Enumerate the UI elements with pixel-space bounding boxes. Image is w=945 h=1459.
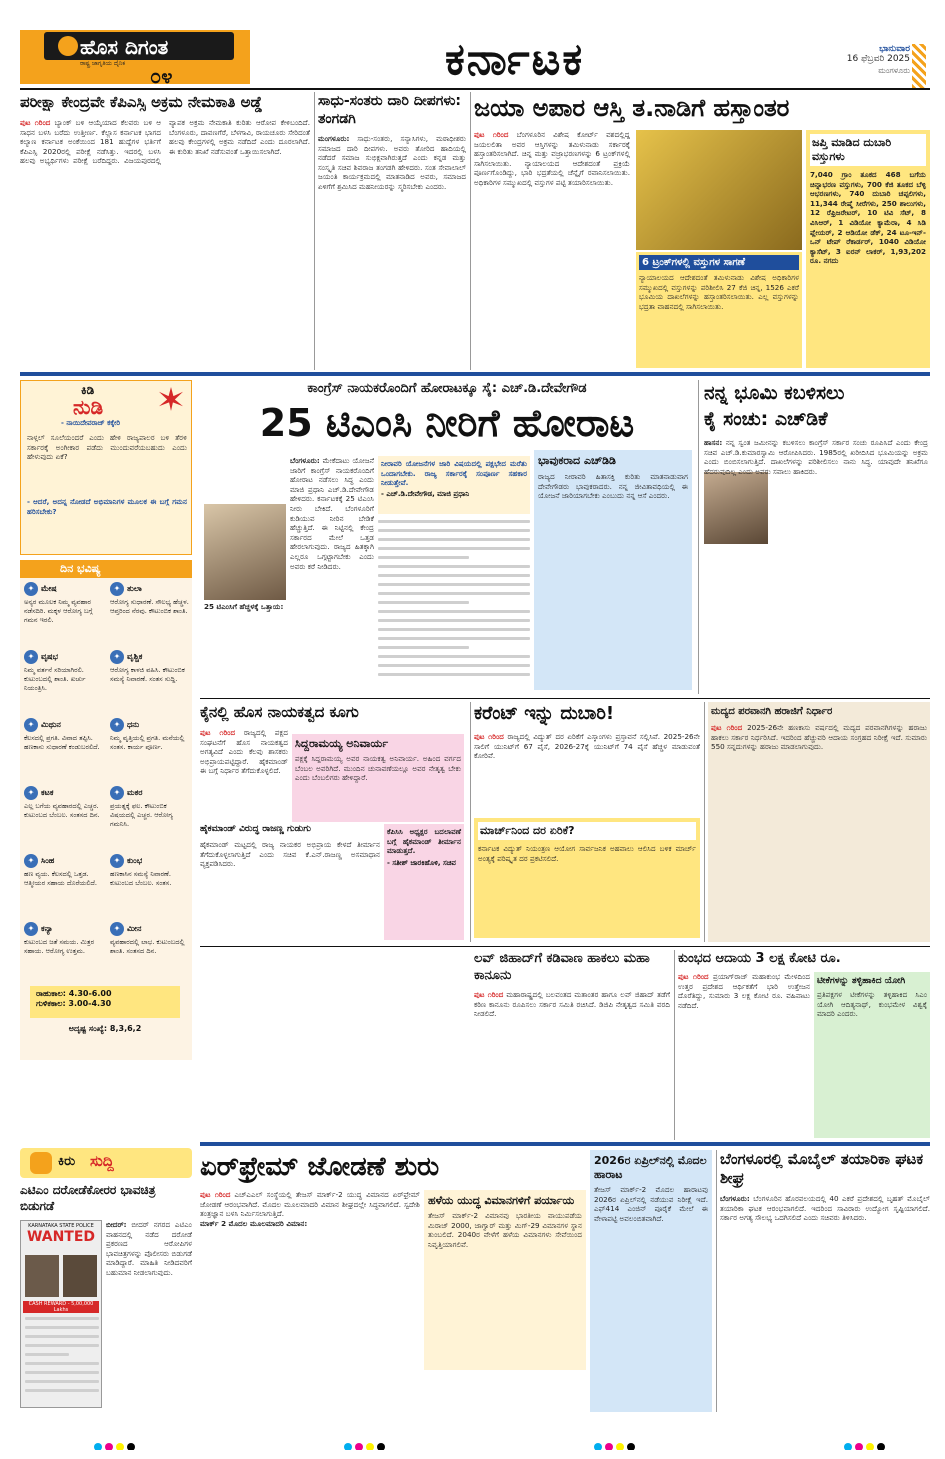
poster-reward: CASH REWARD - 5,00,000 Lakhs [23, 1301, 99, 1313]
airframe-subhead: ಮಾರ್ಕ್‌ 2 ಮೊದಲ ಮೂಲಮಾದರಿ ವಿಮಾನ: [200, 1218, 308, 1228]
section-title: ಕರ್ನಾಟಕ [445, 34, 585, 85]
poster-details [25, 1317, 99, 1405]
devegowda-body-col2 [204, 602, 286, 692]
suspect-photo-2 [63, 1255, 97, 1297]
poster-wanted: WANTED [26, 1229, 96, 1245]
liquor-body-text: 2025-26ನೇ ಹಣಕಾಸು ವರ್ಷದಲ್ಲಿ ಮದ್ಯದ ಪರವಾನಗಿಗಳನ್ನು ಹರಾಜು ಹಾಕಲು ಸರ್ಕಾರ ನಿರ್ಧರಿಸಿದೆ. ಇದರಿಂದ ಹೆಚ್ಚುವರಿ ಆದಾಯ ಸಂಗ್ರಹದ ನಿರೀಕ್ಷೆ ಇದೆ. ಸುಮಾರು 550 ಸನ್ನದುಗಳನ್ನು ಹರಾಜು ಮಾಡಲಾಗುವುದು. [711, 723, 927, 752]
kpsc-body-text: ಬ್ಯಾಂಕ್ ಬಳಿ ಆಯ್ಕೆಯಾದ ಕೆಲವರು ಬಳಿ ಆ ಸಾಧನ ಬಳಸಿ ಬರೆದು ಉತ್ತೀರ್ಣ. ಕೆಲ್ಲಾಸ ಕರ್ನಾಟಕ ಭಾಗದ ಕಲ್ಯಾಣ ಕರ್ನಾಟಕ ಅಂಕೆಯಿಂದ 181 ಹುದ್ದೆಗಳ ಭರ್ತಿಗೆ ಕೆಪಿಎಸ್ಸಿ 2020ರಲ್ಲಿ ಪರೀಕ್ಷೆ ನಡೆಸಿತ್ತು. ಇದರಲ್ಲಿ ಬಳಸಿ ಹಲವು ಅಭ್ಯರ್ಥಿಗಳು ಪರೀಕ್ಷೆ ಬರೆದಿದ್ದರು. ವಿಜಯಪುರದಲ್ಲಿ ವ್ಯಾಪಕ ಅಕ್ರಮ ನೇಮಕಾತಿ ಕುರಿತು ಆರೋಪ ಕೇಳಿಬಂದಿದೆ. ಬೆಂಗಳೂರು, ದಾವಣಗೆರೆ, ಬೆಳಗಾವಿ, ರಾಯಚೂರು ಸೇರಿದಂತೆ ಹಲವು ಕೇಂದ್ರಗಳಲ್ಲಿ ಅಕ್ರಮ ನಡೆದಿದೆ ಎಂದು ದೂರಲಾಗಿದೆ. ಈ ಕುರಿತು ತನಿಖೆ ನಡೆಸುವಂತೆ ಒತ್ತಾಯಿಸಲಾಗಿದೆ. [20, 118, 310, 166]
text-line [378, 556, 469, 559]
logo-emblem-icon [58, 36, 78, 56]
col-divider [698, 380, 699, 694]
text-line [378, 547, 530, 550]
jarkiholi-quote: ಕೆಪಿಸಿಸಿ ಅಧ್ಯಕ್ಷರ ಬದಲಾವಣೆ ಬಗ್ಗೆ ಹೈಕಮಾಂಡ್ ತೀರ್ಮಾನ ಮಾಡುತ್ತದೆ. [387, 827, 461, 856]
devegowda-headline: 25 ಟಿಎಂಸಿ ನೀರಿಗೆ ಹೋರಾಟ [259, 401, 635, 445]
article-jaya [474, 92, 930, 370]
mobile-body-text: ಬೆಂಗಳೂರಿನ ಹೊರವಲಯದಲ್ಲಿ 40 ಎಕರೆ ಪ್ರದೇಶದಲ್ಲಿ ಬೃಹತ್ ಮೊಬೈಲ್ ತಯಾರಿಕಾ ಘಟಕ ಆರಂಭವಾಗಲಿದೆ. ಇದರಿಂದ ಸಾವಿರಾರು ಉದ್ಯೋಗ ಸೃಷ್ಟಿಯಾಗಲಿದೆ. ಸರ್ಕಾರ ಅಗತ್ಯ ಸೌಲಭ್ಯ ಒದಗಿಸಲಿದೆ ಎಂದು ಸಚಿವರು ತಿಳಿಸಿದರು. [720, 1194, 930, 1223]
kidi-quote: - ಆದರೆ, ಅದನ್ನ ನೋಡದೆ ಅಭಿಮಾನಿಗಳ ಮೂಲಕ ಈ ಬಗ್ಗೆ ಗಮನ ಹರಿಸಬೇಕು? [27, 497, 187, 516]
masthead-rule [20, 88, 930, 90]
jaya-body-text: ಬೆಂಗಳೂರಿನ ವಿಶೇಷ ಕೋರ್ಟ್ ವಶದಲ್ಲಿದ್ದ ಜಯಲಲಿತಾ ಅವರ ಆಸ್ತಿಗಳನ್ನು ತಮಿಳುನಾಡು ಸರ್ಕಾರಕ್ಕೆ ಹಸ್ತಾಂತರಿಸಲಾಗಿದೆ. ಚಿನ್ನ ಮತ್ತು ವಜ್ರಾಭರಣಗಳನ್ನು 6 ಟ್ರಂಕ್‌ಗಳಲ್ಲಿ ಸಾಗಿಸಲಾಯಿತು. ನ್ಯಾಯಾಲಯದ ಆದೇಶದಂತೆ ಪ್ರಕ್ರಿಯೆ ಪೂರ್ಣಗೊಂಡಿದ್ದು, ಭಾರಿ ಭದ್ರತೆಯಲ್ಲಿ ಚೆನ್ನೈಗೆ ರವಾನಿಸಲಾಯಿತು. ಅಧಿಕಾರಿಗಳ ಸಮ್ಮುಖದಲ್ಲಿ ವಸ್ತುಗಳ ಪಟ್ಟಿ ತಯಾರಿಸಲಾಯಿತು. [474, 130, 630, 187]
horoscope-sign [110, 718, 192, 794]
sign-text: ಹಣ ವ್ಯಯ. ಕೆಲಸದಲ್ಲಿ ಒತ್ತಡ. ಆತ್ಮೀಯರ ಸಹಾಯ ದೊರೆಯಲಿದೆ. [24, 870, 97, 887]
seized-box-body: 7,040 ಗ್ರಾಂ ತೂಕದ 468 ಬಗೆಯ ಚಿನ್ನಾಭರಣ ವಸ್ತುಗಳು, 700 ಕೆಜಿ ತೂಕದ ಬೆಳ್ಳಿ ಆಭರಣಗಳು, 740 ದುಬಾರಿ ಚಪ್ಪಲಿಗಳು, 11,344 ರೇಷ್ಮೆ ಸೀರೆಗಳು, 250 ಶಾಲುಗಳು, 12 ರೆಫ್ರಿಜರೇಟರ್, 10 ಟಿವಿ ಸೆಟ್, 8 ವಿಸಿಆರ್, 1 ವಿಡಿಯೋ ಕ್ಯಾಮೆರಾ, 4 ಸಿಡಿ ಪ್ಲೇಯರ್, 2 ಆಡಿಯೋ ಡೆಕ್, 24 ಟೂ-ಇನ್-ಒನ್ ಟೇಪ್ ರೆಕಾರ್ಡರ್, 1040 ವಿಡಿಯೋ ಕ್ಯಾಸೆಟ್, 3 ಐರನ್ ಲಾಕರ್, 1,93,202 ರೂ. ನಗದು [810, 170, 926, 266]
text-line [378, 610, 530, 613]
article-devegowda [200, 380, 694, 694]
lovejihad-headline: ಲವ್ ಜಿಹಾದ್‌ಗೆ ಕಡಿವಾಣ ಹಾಕಲು ಮಹಾ ಕಾನೂನು [474, 951, 650, 983]
trunk-box-title: 6 ಟ್ರಂಕ್‌ಗಳಲ್ಲಿ ವಸ್ತುಗಳ ಸಾಗಣೆ [639, 255, 799, 270]
siddaramaiah-box [292, 734, 464, 822]
article-liquor [708, 702, 930, 942]
horoscope-sign [24, 854, 108, 930]
text-line [378, 574, 530, 577]
lucky-number: ಅದೃಷ್ಟ ಸಂಖ್ಯೆ: 8,3,6,2 [68, 1024, 142, 1033]
sign-text: ಅನ್ಯರ ಮೂಲಕ ನಿಮ್ಮ ವ್ಯವಹಾರ ನಡೆಸದಿರಿ. ಮಕ್ಕಳ ಆರೋಗ್ಯ ಬಗ್ಗೆ ಗಮನ ಇರಲಿ. [24, 598, 93, 624]
kpsc-headline: ಪರೀಕ್ಷಾ ಕೇಂದ್ರವೇ ಕೆಪಿಎಸ್ಸಿ ಅಕ್ರಮ ನೇಮಕಾತಿ ಅಡ್ಡೆ [20, 93, 263, 111]
zodiac-icon: ✦ [24, 854, 38, 868]
lovejihad-body-text: ಮಹಾರಾಷ್ಟ್ರದಲ್ಲಿ ಬಲವಂತದ ಮತಾಂತರ ಹಾಗೂ ಲವ್ ಜಿಹಾದ್ ತಡೆಗೆ ಕಠಿಣ ಕಾನೂನು ರೂಪಿಸಲು ಸರ್ಕಾರ ಸಮಿತಿ ರಚಿಸಿದೆ. ಡಿಜಿಪಿ ನೇತೃತ್ವದ ಸಮಿತಿ ವರದಿ ನೀಡಲಿದೆ. [474, 990, 670, 1019]
col-divider [674, 950, 675, 1140]
horoscope-sign [24, 786, 108, 862]
current-body [474, 732, 700, 816]
kiru-title: ಕಿರು [58, 1154, 76, 1169]
kiru-title-2: ಸುದ್ದಿ [90, 1152, 114, 1170]
article-kpsc [20, 92, 310, 370]
rajanna-body: ಹೈಕಮಾಂಡ್ ಮಟ್ಟದಲ್ಲಿ ರಾಜ್ಯ ನಾಯಕರ ಅಭಿಪ್ರಾಯ ಕೇಳದೆ ತೀರ್ಮಾನ ತೆಗೆದುಕೊಳ್ಳಲಾಗುತ್ತಿದೆ ಎಂದು ಸಚಿವ ಕೆ.ಎನ್.ರಾಜಣ್ಣ ಅಸಮಾಧಾನ ವ್ಯಕ್ತಪಡಿಸಿದರು. [200, 840, 380, 869]
sign-text: ವ್ಯವಹಾರದಲ್ಲಿ ಲಾಭ. ಕುಟುಂಬದಲ್ಲಿ ಶಾಂತಿ. ಸಂತಸದ ದಿನ. [110, 938, 185, 955]
logo-text: ಹೊಸ ದಿಗಂತ [80, 35, 169, 59]
kumbh-headline: ಕುಂಭದ ಆದಾಯ 3 ಲಕ್ಷ ಕೋಟಿ ರೂ. [678, 951, 841, 966]
article-lovejihad [474, 950, 670, 1140]
text-line [378, 637, 530, 640]
sadhu-headline: ಸಾಧು-ಸಂತರು ದಾರಿ ದೀಪಗಳು: ತಂಗಡಗಿ [318, 93, 461, 127]
hdd-emotional-title: ಭಾವುಕರಾದ ಎಚ್‌ಡಿಡಿ [538, 454, 616, 467]
sign-name: ಮಕರ [127, 788, 143, 797]
horoscope-sign [24, 650, 108, 726]
sign-text: ಆರೋಗ್ಯ ಕಾಳಜಿ ವಹಿಸಿ. ಕೌಟುಂಬಿಕ ಸಮಸ್ಯೆ ನಿವಾರಣೆ. ಸಂತಸ ಸುದ್ದಿ. [110, 666, 185, 683]
kiru-body [106, 1220, 192, 1408]
zodiac-icon: ✦ [24, 718, 38, 732]
leadership-lead: ಪುಟ ೧ರಿಂದ [200, 728, 236, 737]
zodiac-icon: ✦ [24, 922, 38, 936]
jarkiholi-author: - ಸತೀಶ್ ಜಾರಕಿಹೊಳಿ, ಸಚಿವ [387, 858, 456, 867]
zodiac-icon: ✦ [24, 650, 38, 664]
mobile-body [720, 1194, 930, 1408]
kumbh-lead: ಪುಟ ೧ರಿಂದ [678, 972, 709, 981]
yogi-title: ಟೀಕೆಗಳನ್ನು ತಳ್ಳಿಹಾಕಿದ ಯೋಗಿ [817, 976, 906, 986]
hdk-headline-1: ನನ್ನ ಭೂಮಿ ಕಬಳಿಸಲು [704, 382, 845, 404]
kumbh-body-text: ಪ್ರಯಾಗ್‌ರಾಜ್ ಮಹಾಕುಂಭ ಮೇಳದಿಂದ ಉತ್ತರ ಪ್ರದೇಶದ ಆರ್ಥಿಕತೆಗೆ ಭಾರಿ ಉತ್ತೇಜನ ದೊರೆತಿದ್ದು, ಸುಮಾರು 3 ಲಕ್ಷ ಕೋಟಿ ರೂ. ವಹಿವಾಟು ನಡೆದಿದೆ. [678, 972, 810, 1010]
zodiac-icon: ✦ [110, 854, 124, 868]
liquor-headline: ಮದ್ಯದ ಪರವಾನಗಿ ಹರಾಜಿಗೆ ನಿರ್ಧಾರ [711, 706, 833, 717]
march-title: ಮಾರ್ಚ್‌ನಿಂದ ದರ ಏರಿಕೆ? [478, 822, 696, 840]
sadhu-lead: ಮಂಗಳೂರು: [318, 134, 350, 143]
horoscope-sign [110, 854, 192, 930]
text-line [25, 1353, 69, 1356]
jarkiholi-quote-box [384, 824, 464, 940]
current-lead: ಪುಟ ೧ರಿಂದ [474, 732, 504, 741]
first-flight-body: ತೇಜಸ್ ಮಾರ್ಕ್-2 ಮೊದಲ ಹಾರಾಟವು 2026ರ ಏಪ್ರಿಲ್‌ನಲ್ಲಿ ನಡೆಯುವ ನಿರೀಕ್ಷೆ ಇದೆ. ಎಫ್414 ಎಂಜಿನ್ ಪೂರೈಕೆ ಮೇಲೆ ಈ ವೇಳಾಪಟ್ಟಿ ಅವಲಂಬಿತವಾಗಿದೆ. [594, 1185, 708, 1223]
hdd-emotional-box [534, 450, 692, 690]
horoscope-sign [110, 650, 192, 726]
hdd-emotional-body: ರಾಜ್ಯದ ನೀರಾವರಿ ಹಿತಾಸಕ್ತಿ ಕುರಿತು ಮಾತನಾಡುವಾಗ ದೇವೇಗೌಡರು ಭಾವುಕರಾದರು. ನನ್ನ ಜೀವಿತಾವಧಿಯಲ್ಲಿ ಈ ಯೋಜನೆ ಜಾರಿಯಾಗಬೇಕು ಎಂಬುದು ನನ್ನ ಆಸೆ ಎಂದರು. [538, 472, 688, 501]
text-line [378, 664, 530, 667]
date-block [800, 44, 910, 88]
text-line [378, 655, 530, 658]
zodiac-icon: ✦ [110, 786, 124, 800]
article-mobile [720, 1150, 930, 1412]
jaya-lead: ಪುಟ ೧ರಿಂದ [474, 130, 509, 139]
devegowda-quote: ನೀರಾವರಿ ಯೋಜನೆಗಳ ಜಾರಿ ವಿಷಯದಲ್ಲಿ ಪಕ್ಷಭೇದ ಮರೆತು ಒಂದಾಗಬೇಕು. ರಾಜ್ಯ ಸರ್ಕಾರಕ್ಕೆ ಸಂಪೂರ್ಣ ಸಹಕಾರ ನೀಡುತ್ತೇವೆ. [381, 459, 527, 488]
col-divider [704, 702, 705, 942]
text-line [378, 520, 530, 523]
zodiac-icon: ✦ [110, 718, 124, 732]
horoscope-sign [24, 582, 108, 658]
zodiac-icon: ✦ [110, 582, 124, 596]
col-divider [716, 1150, 717, 1412]
kpsc-lead: ಪುಟ ೧ರಿಂದ [20, 118, 51, 127]
text-line [25, 1326, 99, 1329]
zodiac-icon: ✦ [24, 786, 38, 800]
text-line [25, 1389, 99, 1392]
devegowda-lead: ಬೆಂಗಳೂರು: [290, 456, 320, 465]
sign-name: ಕುಂಭ [127, 856, 143, 865]
leadership-body [200, 728, 288, 808]
liquor-lead: ಪುಟ ೧ರಿಂದ [711, 723, 743, 732]
kidi-author: - ನಾಯಿದೇವರಾಜ್ ಕಕ್ಕೇರಿ [61, 419, 121, 427]
devegowda-photo [204, 504, 286, 600]
text-line [378, 619, 530, 622]
row-rule-2 [200, 698, 930, 699]
text-line [25, 1317, 99, 1320]
text-line [378, 529, 530, 532]
kumbh-body [678, 972, 810, 1138]
sign-text: ಎಲ್ಲ ಬಗೆಯ ವ್ಯವಹಾರದಲ್ಲಿ ಎಚ್ಚರ. ಕುಟುಂಬದ ಬೆಂಬಲ. ಸಂತಸದ ದಿನ. [24, 802, 100, 819]
horoscope-sign [110, 786, 192, 862]
current-body-text: ರಾಜ್ಯದಲ್ಲಿ ವಿದ್ಯುತ್ ದರ ಏರಿಕೆಗೆ ಎಸ್ಕಾಂಗಳು ಪ್ರಸ್ತಾವನೆ ಸಲ್ಲಿಸಿವೆ. 2025-26ನೇ ಸಾಲಿಗೆ ಯುನಿಟ್‌ಗೆ 67 ಪೈಸೆ, 2026-27ಕ್ಕೆ ಯುನಿಟ್‌ಗೆ 74 ಪೈಸೆ ಹೆಚ್ಚಳ ಮಾಡುವಂತೆ ಕೋರಿವೆ. [474, 732, 700, 761]
seized-box [806, 130, 930, 368]
liquor-body [711, 723, 927, 752]
kiru-headline: ಎಟಿಎಂ ದರೋಡೆಕೋರರ ಭಾವಚಿತ್ರ ಬಿಡುಗಡೆ [20, 1183, 156, 1213]
text-line [378, 628, 530, 631]
airframe-headline: ಏರ್‌ಫ್ರೇಮ್ ಜೋಡಣೆ ಶುರು [200, 1152, 440, 1182]
devegowda-body [290, 456, 374, 692]
row-rule-3 [200, 946, 930, 947]
gulika: ಗುಳಿಕಕಾಲ: 3.00-4.30 [36, 999, 112, 1008]
masthead [0, 0, 945, 88]
lovejihad-body [474, 990, 670, 1138]
old-jets-body: ತೇಜಸ್ ಮಾರ್ಕ್-2 ವಿಮಾನವು ಭಾರತೀಯ ವಾಯುಪಡೆಯ ಮಿರಾಜ್ 2000, ಜಾಗ್ವಾರ್ ಮತ್ತು ಮಿಗ್-29 ವಿಮಾನಗಳ ಸ್ಥಾನ ತುಂಬಲಿದೆ. 2040ರ ವೇಳೆಗೆ ಹಳೆಯ ವಿಮಾನಗಳು ಸೇವೆಯಿಂದ ನಿವೃತ್ತಿಯಾಗಲಿವೆ. [428, 1211, 582, 1249]
zodiac-icon: ✦ [24, 582, 38, 596]
airframe-lead: ಪುಟ ೧ರಿಂದ [200, 1190, 231, 1199]
article-kumbh [678, 950, 930, 1140]
kiru-lead: ಬೀದರ್: [106, 1220, 127, 1229]
article-hdk [704, 380, 930, 694]
kiru-body-text: ಬೀದರ್ ನಗರದ ಎಟಿಎಂ ವಾಹನದಲ್ಲಿ ನಡೆದ ದರೋಡೆ ಪ್ರಕರಣದ ಆರೋಪಿಗಳ ಭಾವಚಿತ್ರಗಳನ್ನು ಪೊಲೀಸರು ಬಿಡುಗಡೆ ಮಾಡಿದ್ದಾರೆ. ಮಾಹಿತಿ ನೀಡಿದವರಿಗೆ ಬಹುಮಾನ ನೀಡಲಾಗುವುದು. [106, 1220, 192, 1277]
logo-tagline: ರಾಷ್ಟ್ರ ಜಾಗೃತಿಯ ದೈನಿಕ [80, 60, 126, 67]
text-line [378, 538, 530, 541]
hdk-lead: ಹಾಸನ: [704, 438, 723, 447]
kpsc-body [20, 118, 310, 368]
hdk-body-text: ನನ್ನ ಸ್ವಂತ ಜಮೀನನ್ನು ಕಬಳಿಸಲು ಕಾಂಗ್ರೆಸ್ ಸರ್ಕಾರ ಸಂಚು ರೂಪಿಸಿದೆ ಎಂದು ಕೇಂದ್ರ ಸಚಿವ ಎಚ್.ಡಿ.ಕುಮಾರಸ್ವಾಮಿ ಆರೋಪಿಸಿದರು. 1985ರಲ್ಲಿ ಖರೀದಿಸಿದ ಭೂಮಿಯನ್ನು ಅಕ್ರಮ ಎಂದು ಬಿಂಬಿಸಲಾಗುತ್ತಿದೆ. ದಾಖಲೆಗಳನ್ನು ಪರಿಶೀಲಿಸಲು ನಾನು ಸಿದ್ಧ. ಯಾವುದೇ ತನಿಖೆಗೂ ಹೆದರುವುದಿಲ್ಲ ಎಂದು ಅವರು ಸವಾಲು ಹಾಕಿದರು. [704, 438, 928, 476]
rajanna-headline: ಹೈಕಮಾಂಡ್ ವಿರುದ್ಧ ರಾಜಣ್ಣ ಗುಡುಗು [200, 824, 312, 834]
sign-text: ಕುಟುಂಬದ ಜತೆ ಸಮಯ. ಮಿತ್ರರ ಸಹಾಯ. ಆರೋಗ್ಯ ಉತ್ತಮ. [24, 938, 95, 955]
city-label: ಮಂಗಳೂರು [878, 66, 910, 75]
sign-name: ತುಲಾ [127, 584, 142, 593]
sign-name: ಸಿಂಹ [41, 856, 55, 865]
kidi-subtitle: ನುಡಿ [73, 395, 104, 417]
text-line [378, 565, 530, 568]
zodiac-icon: ✦ [110, 922, 124, 936]
sign-text: ಪ್ರಯತ್ನಕ್ಕೆ ಫಲ. ಕೌಟುಂಬಿಕ ವಿಷಯದಲ್ಲಿ ಎಚ್ಚರ. ಆರೋಗ್ಯ ಗಮನಿಸಿ. [110, 802, 173, 828]
old-jets-box [424, 1190, 586, 1370]
kala-box [30, 986, 180, 1018]
mobile-headline: ಬೆಂಗಳೂರಲ್ಲಿ ಮೊಬೈಲ್ ತಯಾರಿಕಾ ಘಟಕ ಶೀಘ್ರ [720, 1150, 924, 1187]
leadership-headline: ಕೈನಲ್ಲಿ ಹೊಸ ನಾಯಕತ್ವದ ಕೂಗು [200, 703, 359, 721]
devegowda-quote-box [378, 456, 530, 514]
sign-name: ವೃಶ್ಚಿಕ [127, 652, 143, 661]
article-current [474, 702, 700, 942]
kidi-box [20, 380, 192, 555]
leadership-body-text: ರಾಜ್ಯದಲ್ಲಿ ಪಕ್ಷದ ಸಂಘಟನೆಗೆ ಹೊಸ ನಾಯಕತ್ವದ ಅಗತ್ಯವಿದೆ ಎಂದು ಕೆಲವು ಶಾಸಕರು ಅಭಿಪ್ರಾಯಪಟ್ಟಿದ್ದಾರೆ. ಹೈಕಮಾಂಡ್ ಈ ಬಗ್ಗೆ ನಿರ್ಧಾರ ತೆಗೆದುಕೊಳ್ಳಲಿದೆ. [200, 728, 288, 776]
old-jets-title: ಹಳೆಯ ಯುದ್ಧ ವಿಮಾನಗಳಿಗೆ ಪರ್ಯಾಯ [428, 1194, 575, 1207]
spark-icon [159, 387, 183, 411]
yogi-box [814, 972, 930, 1138]
sadhu-body-text: ಸಾಧು-ಸಂತರು, ಸನ್ಯಾಸಿಗಳು, ಮಠಾಧೀಶರು ಸಮಾಜದ ದಾರಿ ದೀಪಗಳು. ಅವರು ತೋರಿದ ಹಾದಿಯಲ್ಲಿ ನಡೆದರೆ ಸಮಾಜ ಸುಭಿಕ್ಷವಾಗಿರುತ್ತದೆ ಎಂದು ಕನ್ನಡ ಮತ್ತು ಸಂಸ್ಕೃತಿ ಸಚಿವ ಶಿವರಾಜ ತಂಗಡಗಿ ಹೇಳಿದರು. ಸಂತ ಸೇವಾಲಾಲ್ ಜಯಂತಿ ಕಾರ್ಯಕ್ರಮದಲ್ಲಿ ಮಾತನಾಡಿದ ಅವರು, ಸಮಾಜದ ಏಳಿಗೆಗೆ ಶ್ರಮಿಸಿದ ಮಹನೀಯರನ್ನು ಸ್ಮರಿಸಬೇಕು ಎಂದರು. [318, 134, 466, 191]
masthead-stripe [912, 44, 926, 88]
sign-name: ಕನ್ಯಾ [41, 924, 53, 933]
text-line [378, 601, 469, 604]
wanted-poster [20, 1220, 102, 1408]
suspect-photo-1 [25, 1255, 59, 1297]
devegowda-quote-author: - ಎಚ್.ಡಿ.ದೇವೇಗೌಡ, ಮಾಜಿ ಪ್ರಧಾನಿ [381, 489, 470, 498]
yogi-body: ಪ್ರತಿಪಕ್ಷಗಳ ಟೀಕೆಗಳನ್ನು ತಳ್ಳಿಹಾಕಿದ ಸಿಎಂ ಯೋಗಿ ಆದಿತ್ಯನಾಥ್, ಕುಂಭಮೇಳ ವಿಶ್ವಕ್ಕೆ ಮಾದರಿ ಎಂದರು. [817, 990, 927, 1019]
text-line [378, 592, 530, 595]
devegowda-body-text: ಮೇಕೆದಾಟು ಯೋಜನೆ ಜಾರಿಗೆ ಕಾಂಗ್ರೆಸ್ ನಾಯಕರೊಂದಿಗೆ ಹೋರಾಟ ನಡೆಸಲು ಸಿದ್ಧ ಎಂದು ಮಾಜಿ ಪ್ರಧಾನಿ ಎಚ್.ಡಿ.ದೇವೇಗೌಡ ಹೇಳಿದರು. ಕರ್ನಾಟಕಕ್ಕೆ 25 ಟಿಎಂಸಿ ನೀರು ಬೇಕಿದೆ. ಬೆಂಗಳೂರಿಗೆ ಕುಡಿಯುವ ನೀರಿನ ಬೇಡಿಕೆ ಹೆಚ್ಚುತ್ತಿದೆ. ಈ ನಿಟ್ಟಿನಲ್ಲಿ ಕೇಂದ್ರ ಸರ್ಕಾರದ ಮೇಲೆ ಒತ್ತಡ ಹೇರಲಾಗುವುದು. ರಾಜ್ಯದ ಹಿತಕ್ಕಾಗಿ ಎಲ್ಲರೂ ಒಗ್ಗಟ್ಟಾಗಬೇಕು ಎಂದು ಅವರು ಕರೆ ನೀಡಿದರು. [290, 456, 374, 571]
col-divider [314, 92, 315, 370]
article-airframe [200, 1150, 586, 1412]
horoscope-title: ದಿನ ಭವಿಷ್ಯ [20, 560, 192, 578]
text-line [25, 1335, 99, 1338]
row-rule-1 [20, 372, 930, 376]
current-headline: ಕರೆಂಟ್ ಇನ್ನು ದುಬಾರಿ! [474, 703, 615, 724]
horoscope-sign [110, 582, 192, 658]
siddaramaiah-body: ಪಕ್ಷಕ್ಕೆ ಸಿದ್ದರಾಮಯ್ಯ ಅವರ ನಾಯಕತ್ವ ಅನಿವಾರ್ಯ. ಅಹಿಂದ ವರ್ಗದ ಬೆಂಬಲ ಅವರಿಗಿದೆ. ಮುಂದಿನ ಚುನಾವಣೆಯಲ್ಲೂ ಅವರ ನೇತೃತ್ವ ಬೇಕು ಎಂದು ಬೆಂಬಲಿಗರು ಹೇಳಿದ್ದಾರೆ. [295, 754, 461, 783]
devegowda-body-col3 [378, 520, 530, 690]
hand-icon [30, 1152, 52, 1174]
first-flight-title: 2026ರ ಏಪ್ರಿಲ್‌ನಲ್ಲಿ ಮೊದಲ ಹಾರಾಟ [594, 1154, 707, 1181]
text-line [378, 646, 469, 649]
mobile-lead: ಬೆಂಗಳೂರು: [720, 1194, 750, 1203]
trunk-box-body: ನ್ಯಾಯಾಲಯದ ಆದೇಶದಂತೆ ತಮಿಳುನಾಡು ವಿಶೇಷ ಅಧಿಕಾರಿಗಳ ಸಮ್ಮುಖದಲ್ಲಿ ವಸ್ತುಗಳನ್ನು ಪರಿಶೀಲಿಸಿ 27 ಕೆಜಿ ಚಿನ್ನ, 1526 ಎಕರೆ ಭೂಮಿಯ ದಾಖಲೆಗಳನ್ನು ಹಸ್ತಾಂತರಿಸಲಾಯಿತು. ಎಲ್ಲ ವಸ್ತುಗಳನ್ನು ಭದ್ರತಾ ವಾಹನದಲ್ಲಿ ಸಾಗಿಸಲಾಯಿತು. [639, 273, 799, 311]
sign-name: ಮೇಷ [41, 584, 57, 593]
sign-name: ಮಿಥುನ [41, 720, 61, 729]
march-body: ಕರ್ನಾಟಕ ವಿದ್ಯುತ್ ನಿಯಂತ್ರಣ ಆಯೋಗ ಸಾರ್ವಜನಿಕ ಅಹವಾಲು ಆಲಿಸಿದ ಬಳಿಕ ಮಾರ್ಚ್ ಅಂತ್ಯಕ್ಕೆ ಪರಿಷ್ಕೃತ ದರ ಪ್ರಕಟಿಸಲಿದೆ. [478, 844, 696, 863]
horoscope-grid [20, 578, 192, 978]
sign-text: ಆರೋಗ್ಯ ಸುಧಾರಣೆ. ಸೌಲಭ್ಯ ಹೆಚ್ಚಳ. ಆಪ್ತರಿಂದ ನೆರವು. ಕೌಟುಂಬಿಕ ಶಾಂತಿ. [110, 598, 189, 615]
text-line [25, 1344, 99, 1347]
sign-text: ನಿಮ್ಮ ವೃತ್ತಿಯಲ್ಲಿ ಪ್ರಗತಿ. ಮನೆಯಲ್ಲಿ ಸಂತಸ. ಕಾರ್ಯ ಪೂರ್ಣ. [110, 734, 185, 751]
airframe-body-text: ಎಚ್‌ಎಎಲ್ ಸಂಸ್ಥೆಯಲ್ಲಿ ತೇಜಸ್ ಮಾರ್ಕ್-2 ಯುದ್ಧ ವಿಮಾನದ ಏರ್‌ಫ್ರೇಮ್ ಜೋಡಣೆ ಆರಂಭವಾಗಿದೆ. ಮೊದಲ ಮೂಲಮಾದರಿ ವಿಮಾನ ಶೀಘ್ರದಲ್ಲೇ ಸಿದ್ಧವಾಗಲಿದೆ. ಸ್ವದೇಶಿ ತಂತ್ರಜ್ಞಾನ ಬಳಸಿ ನಿರ್ಮಿಸಲಾಗುತ್ತಿದೆ. [200, 1190, 420, 1219]
hdk-body [704, 438, 928, 692]
lovejihad-lead: ಪುಟ ೧ರಿಂದ [474, 990, 504, 999]
airframe-body [200, 1190, 420, 1410]
march-box [474, 818, 700, 938]
kidi-title: ಕಿಡಿ [81, 383, 95, 397]
zodiac-icon: ✦ [110, 650, 124, 664]
text-line [25, 1380, 99, 1383]
devegowda-subhead: 25 ಟಿಎಂಸಿಗೆ ಹೆಚ್ಚಳಕ್ಕೆ ಒತ್ತಾಯ: [204, 602, 284, 611]
horoscope-sign [24, 718, 108, 794]
row-rule-4 [200, 1142, 930, 1146]
sign-text: ಹಣಕಾಸಿನ ಸಮಸ್ಯೆ ನಿವಾರಣೆ. ಕುಟುಂಬದ ಬೆಂಬಲ. ಸಂತಸ. [110, 870, 172, 887]
article-sadhu [318, 92, 466, 370]
hdk-headline-2: ಕೈ ಸಂಚು: ಎಚ್‌ಡಿಕೆ [704, 408, 828, 430]
sign-name: ಮೀನ [127, 924, 142, 933]
kiru-suddi [20, 1148, 192, 1410]
col-divider [470, 92, 471, 370]
page-number: ೦೪ [150, 64, 173, 88]
sign-name: ಧನು [127, 720, 140, 729]
sign-name: ವೃಷಭ [41, 652, 58, 661]
kidi-body: ನಾಳ್ಗಲ್ ಸೂಲೆಯಂದರೆ ಎಂದು ಹೇಳಿ ರಾಜ್ಯಪಾಲರ ಬಳಿ ತೆರಳಿ ಸರ್ಕಾರಕ್ಕೆ ಅಂಗೀಕಾರ ಪಡೆದು ಮುಂದುವರೆಯಬಹುದು ಎಂದು ಹೇಳುವುದು ಏಕೆ? [27, 433, 187, 462]
day-label: ಭಾನುವಾರ [879, 44, 910, 54]
article-leadership [200, 702, 466, 942]
siddaramaiah-title: ಸಿದ್ದರಾಮಯ್ಯ ಅನಿವಾರ್ಯ [295, 737, 389, 750]
rahukala: ರಾಹುಕಾಲ: 4.30-6.00 [36, 989, 112, 998]
col-divider [470, 702, 471, 942]
first-flight-box [590, 1150, 712, 1412]
text-line [25, 1362, 99, 1365]
jaya-headline: ಜಯಾ ಅಪಾರ ಆಸ್ತಿ ತ.ನಾಡಿಗೆ ಹಸ್ತಾಂತರ [474, 94, 790, 122]
date-label: 16 ಫೆಬ್ರವರಿ 2025 [846, 54, 910, 64]
horoscope [20, 560, 192, 1060]
sign-name: ಕಟಕ [41, 788, 54, 797]
print-registration-marks [0, 1436, 945, 1450]
sign-text: ಕೆಲಸದಲ್ಲಿ ಪ್ರಗತಿ. ವಿವಾದ ತಪ್ಪಿಸಿ. ಹಣಕಾಸು ಸುಧಾರಣೆ ಕಂಡುಬರಲಿದೆ. [24, 734, 100, 751]
text-line [378, 583, 530, 586]
text-line [378, 673, 530, 676]
jewelry-photo [636, 130, 802, 250]
trunk-box [636, 252, 802, 368]
sadhu-body [318, 134, 466, 368]
text-line [25, 1371, 99, 1374]
sign-text: ನಿಮ್ಮ ವರ್ತನೆ ಸರಿಯಾಗಿರಲಿ. ಕುಟುಂಬದಲ್ಲಿ ಶಾಂತಿ. ಖರ್ಚು ನಿಯಂತ್ರಿಸಿ. [24, 666, 86, 692]
devegowda-kicker: ಕಾಂಗ್ರೆಸ್ ನಾಯಕರೊಂದಿಗೆ ಹೋರಾಟಕ್ಕೂ ಸೈ: ಎಚ್.ಡಿ.ದೇವೇಗೌಡ [307, 381, 587, 396]
seized-box-title: ಜಪ್ತಿ ಮಾಡಿದ ದುಬಾರಿ ವಸ್ತುಗಳು [810, 134, 926, 166]
jaya-body [474, 130, 630, 368]
poster-state: KARNATAKA STATE POLICE [28, 1223, 94, 1229]
